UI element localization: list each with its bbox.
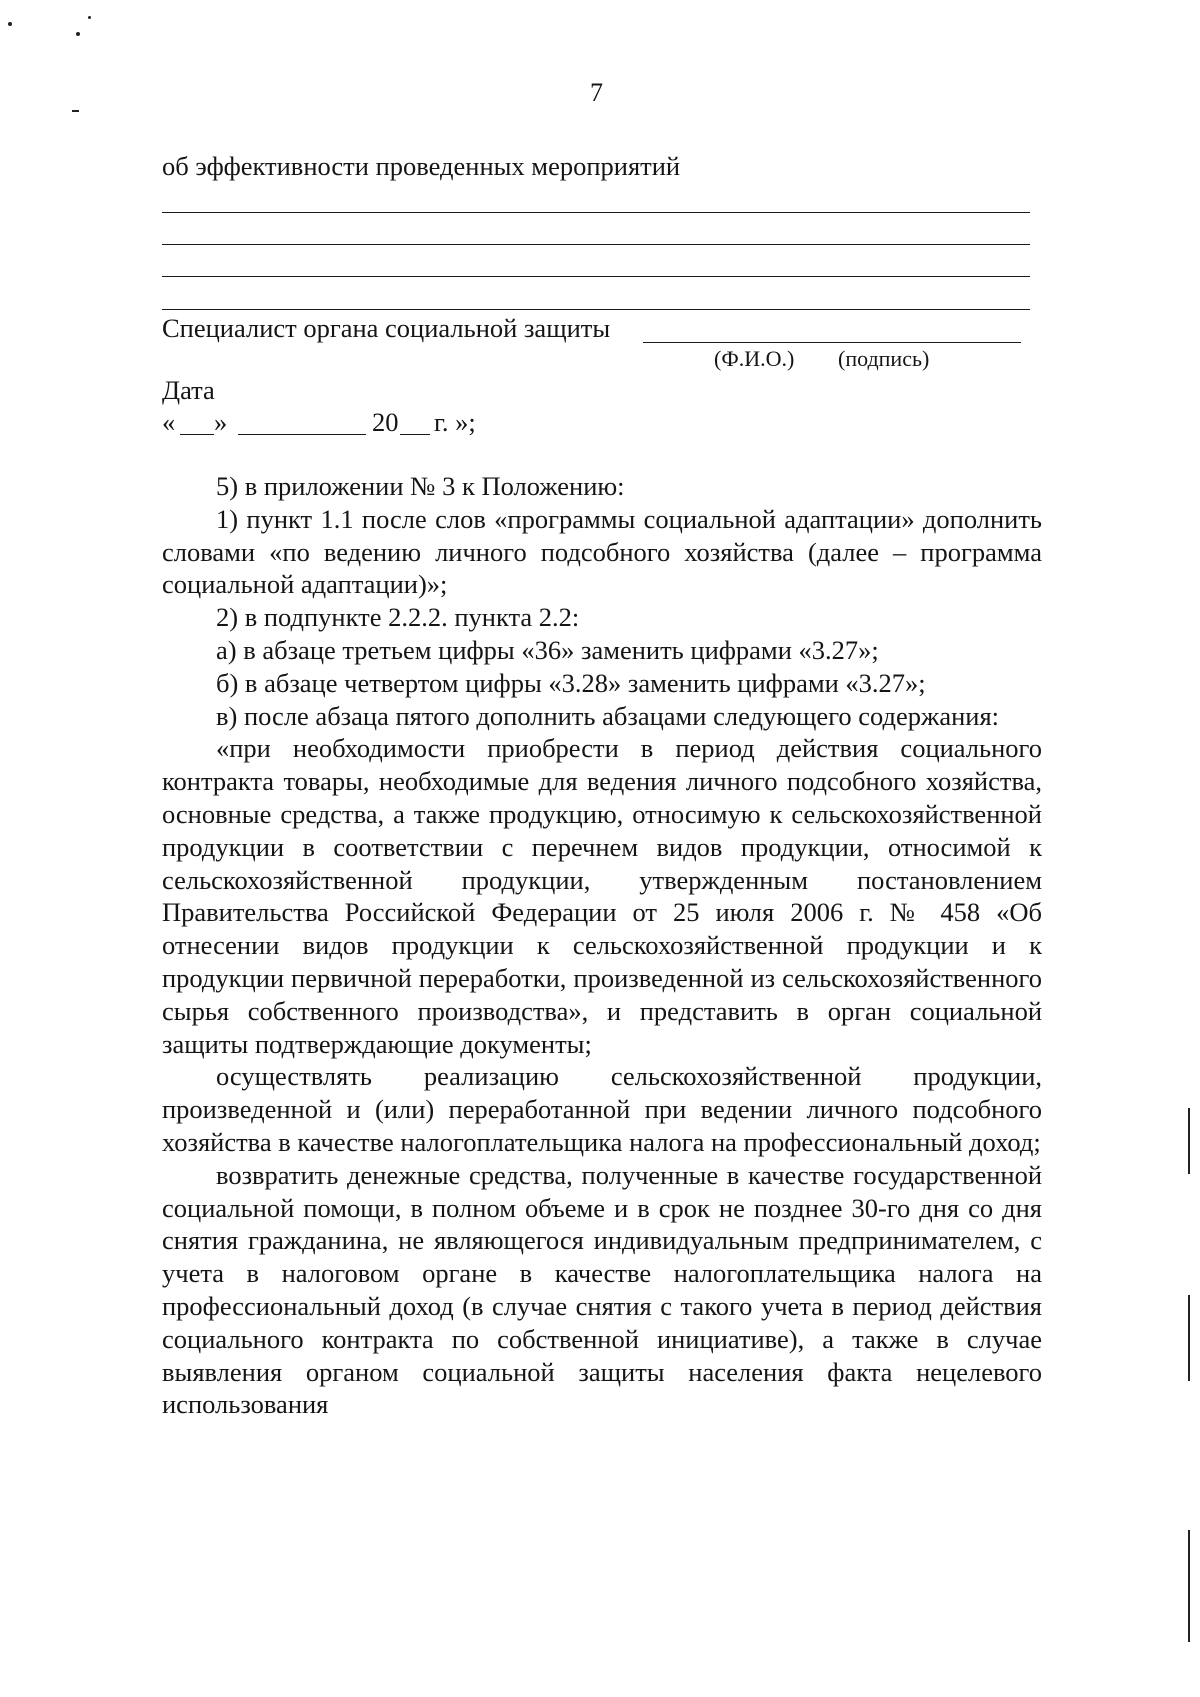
paragraph: возвратить денежные средства, полученные в качестве государственной социальной помощи, в полном объеме и в срок не позднее 30-го дня со дня снятия гражданина, не являющегося индивидуальным предпринимателем, с учета в налоговом органе в качестве налогоплательщика налога на профессиональный доход (в случае снятия с такого учета в период действия социального контракта по собственной инициативе), а также в случае выявления органом социальной защиты населения факта нецелевого использования bbox=[162, 1159, 1042, 1420]
date-day-line bbox=[180, 434, 214, 435]
signature-caption: (подпись) bbox=[838, 346, 930, 371]
paragraph: 1) пункт 1.1 после слов «программы социальной адаптации» дополнить словами «по ведению личного подсобного хозяйства (далее – программа социальной адаптации)»; bbox=[162, 503, 1042, 600]
specialist-label: Специалист органа социальной защиты bbox=[162, 313, 611, 343]
paragraph: 2) в подпункте 2.2.2. пункта 2.2: bbox=[216, 602, 580, 633]
scan-dot bbox=[88, 16, 91, 19]
effectiveness-label: об эффективности проведенных мероприятий bbox=[162, 151, 681, 181]
date-year-suffix: г. »; bbox=[434, 407, 476, 437]
date-year-line bbox=[400, 434, 430, 435]
paragraph: в) после абзаца пятого дополнить абзацами следующего содержания: bbox=[216, 700, 1000, 731]
date-close-quote: » bbox=[214, 407, 228, 437]
scan-margin-bar bbox=[1188, 1530, 1190, 1642]
blank-line bbox=[162, 276, 1030, 277]
date-year-prefix: 20 bbox=[372, 407, 399, 437]
scan-dot bbox=[8, 22, 12, 26]
date-label: Дата bbox=[162, 375, 215, 405]
paragraph: а) в абзаце третьем цифры «36» заменить цифрами «3.27»; bbox=[216, 634, 879, 665]
amendment-text bbox=[162, 470, 1042, 1421]
page-number: 7 bbox=[590, 78, 603, 107]
scan-margin-bar bbox=[1188, 1295, 1190, 1381]
paragraph: б) в абзаце четвертом цифры «3.28» заменить цифрами «3.27»; bbox=[216, 667, 926, 698]
signature-line bbox=[643, 342, 1021, 343]
date-open-quote: « bbox=[162, 407, 176, 437]
paragraph: осуществлять реализацию сельскохозяйственной продукции, произведенной и (или) переработанной при ведении личного подсобного хозяйства в качестве налогоплательщика налога на профессиональный доход; bbox=[162, 1061, 1042, 1157]
blank-line bbox=[162, 309, 1030, 310]
blank-line bbox=[162, 212, 1030, 213]
fio-caption: (Ф.И.О.) bbox=[714, 346, 795, 371]
scan-dot bbox=[76, 32, 80, 36]
blank-line bbox=[162, 244, 1030, 245]
scan-margin-bar bbox=[1188, 1108, 1190, 1174]
paragraph: 5) в приложении № 3 к Положению: bbox=[216, 471, 625, 501]
paragraph: «при необходимости приобрести в период действия социального контракта товары, необходимые для ведения личного подсобного хозяйства, основные средства, а также продукцию, относимую к сельскохозяйственной продукции в соответствии с перечнем видов продукции, относимой к сельскохозяйственной продукции, утвержденным постановлением Правительства Российской Федерации от 25 июля 2006 г. № 458 «Об отнесении видов продукции к сельскохозяйственной продукции и к продукции первичной переработки, произведенной из сельскохозяйственного сырья собственного производства», и представить в орган социальной защиты подтверждающие документы; bbox=[162, 733, 1042, 1059]
date-month-line bbox=[238, 434, 366, 435]
scan-dash bbox=[72, 110, 79, 112]
